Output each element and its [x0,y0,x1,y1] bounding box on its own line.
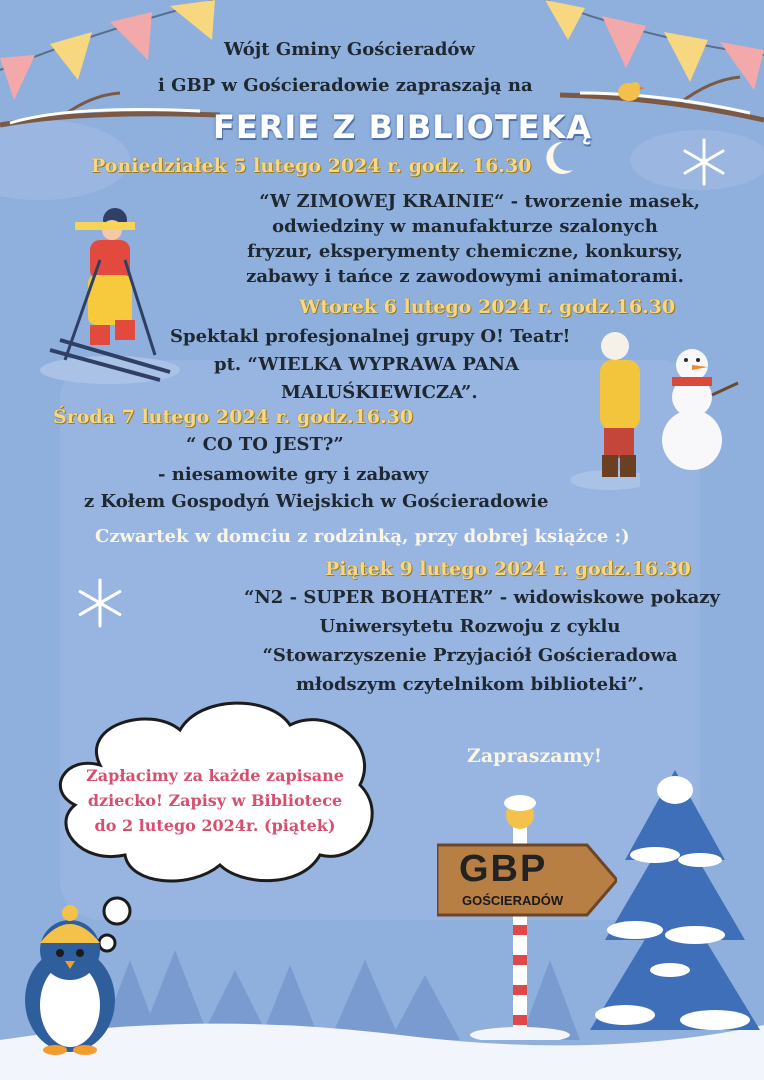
friday-line: młodszym czytelnikom biblioteki”. [295,674,645,695]
wednesday-date: Środa 7 lutego 2024 r. godz.16.30 [53,406,414,428]
monday-line: “W ZIMOWEJ KRAINIE“ - tworzenie masek, [259,191,700,212]
cloud-line: do 2 lutego 2024r. (piątek) [94,816,336,835]
snowflake-icon [75,578,125,628]
wednesday-line: z Kołem Gospodyń Wiejskich w Gościeradowie [84,491,549,512]
sign-place: GOŚCIERADÓW [462,893,564,908]
page-title: FERIE Z BIBLIOTEKĄ [213,108,593,146]
friday-line: “N2 - SUPER BOHATER” - widowiskowe pokazy [243,587,720,608]
cloud-text [70,763,360,838]
skier-icon [40,200,190,390]
monday-date: Poniedziałek 5 lutego 2024 r. godz. 16.30 [91,155,532,177]
monday-line: zabawy i tańce z zawodowymi animatorami. [246,266,684,287]
invite-text: Zapraszamy! [467,745,603,767]
cloud-line: Zapłacimy za każde zapisane [86,766,344,785]
header-line-2: i GBP w Gościeradowie zapraszają na [158,75,533,96]
snowman-icon [650,345,740,470]
tuesday-line: Spektakl profesjonalnej grupy O! Teatr! [170,326,571,347]
monday-line: odwiedziny w manufakturze szalonych [272,216,658,237]
thursday-text: Czwartek w domciu z rodzinką, przy dobrej książce :) [95,526,630,547]
sign-logo: GBP [459,848,548,890]
tuesday-line: MALUŚKIEWICZA”. [281,382,478,403]
snowflake-icon [680,138,728,186]
cloud-line: dziecko! Zapisy w Bibliotece [87,791,343,810]
header-line-1: Wójt Gminy Gościeradów [224,39,475,60]
friday-description [220,583,720,699]
friday-line: “Stowarzyszenie Przyjaciół Gościeradowa [262,645,678,666]
monday-line: fryzur, eksperymenty chemiczne, konkursy, [247,241,683,262]
child-icon [570,330,640,490]
tuesday-date: Wtorek 6 lutego 2024 r. godz.16.30 [299,296,676,318]
signpost-icon [437,795,617,1040]
bird-icon [615,78,645,104]
tuesday-line: pt. “WIELKA WYPRAWA PANA [214,354,519,375]
friday-line: Uniwersytetu Rozwoju z cyklu [319,616,621,637]
monday-description [230,189,700,289]
wednesday-line: “ CO TO JEST?” [186,434,344,455]
friday-date: Piątek 9 lutego 2024 r. godz.16.30 [325,558,691,580]
penguin-icon [10,905,130,1055]
wednesday-line: - niesamowite gry i zabawy [158,464,429,485]
